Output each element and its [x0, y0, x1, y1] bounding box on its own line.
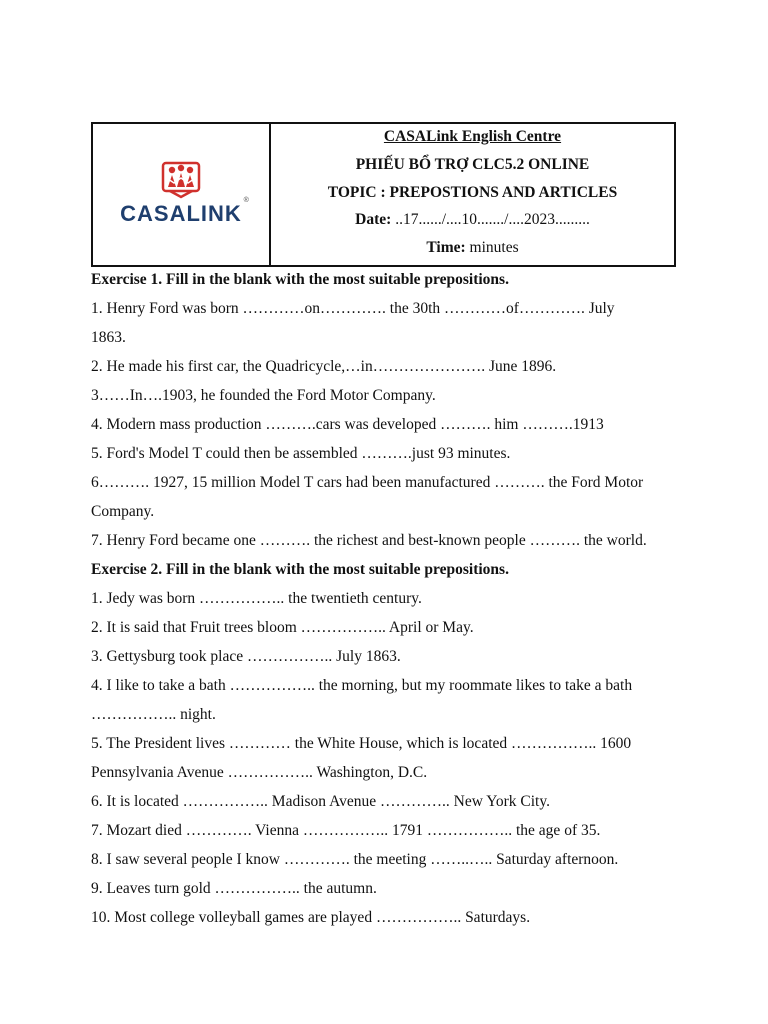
exercise1-line: 4. Modern mass production ……….cars was developed ………. him ……….1913 [91, 416, 604, 433]
exercise2-line: Pennsylvania Avenue …………….. Washington, D.C. [91, 764, 428, 781]
exercise2-heading: Exercise 2. Fill in the blank with the most suitable prepositions. [91, 561, 509, 578]
exercise1-heading: Exercise 1. Fill in the blank with the most suitable prepositions. [91, 271, 509, 288]
exercise2-line: 3. Gettysburg took place …………….. July 1863. [91, 648, 401, 665]
exercise2-line: …………….. night. [91, 706, 216, 723]
time-label: Time: [426, 239, 466, 257]
exercise1-line: 3……In….1903, he founded the Ford Motor Company. [91, 387, 436, 404]
header-table [91, 122, 676, 267]
time-value: minutes [465, 239, 519, 257]
info-cell [271, 124, 674, 265]
date-value: ..17....../....10......./....2023......... [391, 211, 590, 229]
topic-title: TOPIC : PREPOSTIONS AND ARTICLES [327, 183, 618, 201]
date-label: Date: [355, 211, 392, 229]
exercise2-line: 6. It is located …………….. Madison Avenue ………….. New York City. [91, 793, 550, 810]
exercise2-line: 5. The President lives ………… the White House, which is located …………….. 1600 [91, 735, 632, 752]
exercise1-line: 2. He made his first car, the Quadricycle,…in…………………. June 1896. [91, 358, 557, 375]
exercise2-line: 1. Jedy was born …………….. the twentieth century. [91, 590, 422, 607]
exercise1-line: 1. Henry Ford was born …………on…………. the 30th …………of…………. July [91, 300, 615, 317]
exercise2-line: 2. It is said that Fruit trees bloom …………….. April or May. [91, 619, 474, 636]
exercise1-line: 6………. 1927, 15 million Model T cars had been manufactured ………. the Ford Motor [91, 474, 644, 491]
date-line [355, 209, 590, 237]
time-line [426, 237, 518, 265]
centre-name: CASALink English Centre [383, 128, 562, 145]
sheet-title: PHIẾU BỔ TRỢ CLC5.2 ONLINE [355, 155, 590, 173]
exercise2-line: 7. Mozart died …………. Vienna …………….. 1791 …………….. the age of 35. [91, 822, 601, 839]
exercise1-line: 1863. [91, 329, 126, 346]
exercise1-line: Company. [91, 503, 155, 520]
exercise2-line: 8. I saw several people I know …………. the meeting ……..….. Saturday afternoon. [91, 851, 619, 868]
exercise1-line: 5. Ford's Model T could then be assembled ……….just 93 minutes. [91, 445, 511, 462]
exercise2-line: 4. I like to take a bath …………….. the morning, but my roommate likes to take a bath [91, 677, 633, 694]
logo-cell [93, 124, 271, 265]
logo-wordmark: CASALINK ® [120, 196, 250, 226]
exercise1-line: 7. Henry Ford became one ………. the richest and best-known people ………. the world. [91, 532, 647, 549]
exercise2-line: 9. Leaves turn gold …………….. the autumn. [91, 880, 377, 897]
exercise-body [91, 265, 691, 932]
casalink-logo-icon [160, 157, 202, 199]
exercise2-line: 10. Most college volleyball games are played …………….. Saturdays. [91, 909, 531, 926]
